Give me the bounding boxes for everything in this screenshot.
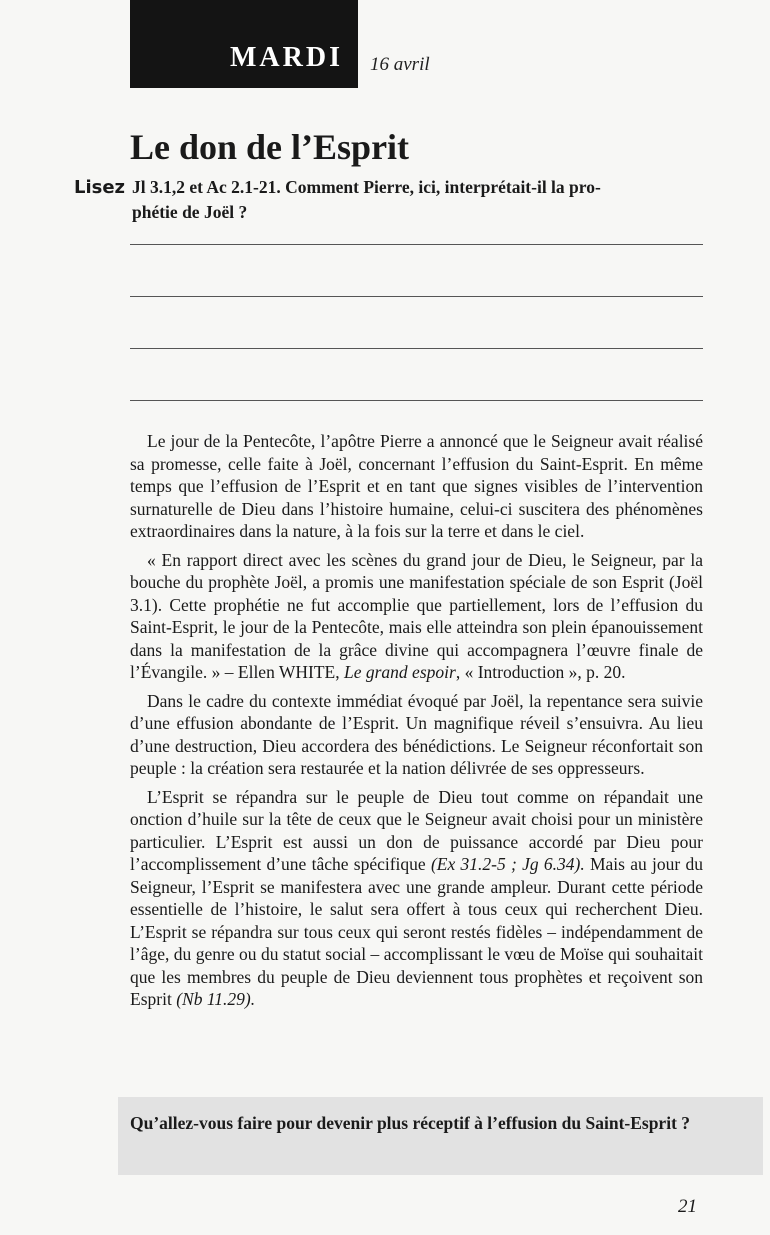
scripture-reference-2: (Nb 11.29).: [176, 989, 256, 1009]
day-date: 16 avril: [370, 54, 430, 75]
paragraph-2: [130, 549, 703, 684]
paragraph-4: [130, 786, 703, 1011]
reading-question-line2: phétie de Joël ?: [132, 202, 248, 222]
quote-text: « En rapport direct avec les scènes du grand jour de Dieu, le Seigneur, par la bouche du prophète Joël, a promis une manifestation spéciale de son Esprit (Joël 3.1). Cette prophétie ne fut accomplie que partiellement, lors de l’effusion du Saint-Esprit, le jour de la Pentecôte, mais elle atteindra son plein épanouissement dans la manifestation de la grâce divine qui accompagnera l’œuvre finale de l’Évangile. » – Ellen WHITE,: [130, 549, 703, 682]
reading-label: Lisez: [74, 177, 126, 198]
reading-prompt: [74, 175, 704, 224]
reflection-question: Qu’allez-vous faire pour devenir plus réceptif à l’effusion du Saint-Esprit ?: [130, 1113, 691, 1133]
paragraph-4-part-a: L’Esprit se répandra sur le peuple de Dieu tout comme on répandait une onction d’huile sur la tête de ceux que le Seigneur avait choisi pour un ministère particulier. L’Esprit est aussi un don de puissance accordé par Dieu pour l’accomplissement d’une tâche spécifique: [130, 786, 703, 874]
answer-line-4[interactable]: [130, 400, 703, 401]
lesson-title: Le don de l’Esprit: [130, 127, 410, 167]
lesson-body: [130, 430, 703, 1017]
answer-line-2[interactable]: [130, 296, 703, 297]
page-number: 21: [678, 1196, 697, 1217]
day-name: MARDI: [230, 42, 343, 73]
paragraph-4-part-b: Mais au jour du Seigneur, l’Esprit se manifestera avec une grande ampleur. Durant cette période essentielle de l’histoire, le salut sera offert à tous ceux qui recherchent Dieu. L’Esprit se répandra sur tous ceux qui seront restés fidèles – indépendamment de l’âge, du genre ou du statut social – accomplissant le vœu de Moïse qui souhaitait que les membres du peuple de Dieu deviennent tous prophètes et reçoivent son Esprit: [130, 854, 703, 1009]
book-title: Le grand espoir: [344, 662, 456, 682]
scripture-reference-1: (Ex 31.2-5 ; Jg 6.34).: [430, 854, 585, 874]
reading-question-line1: Jl 3.1,2 et Ac 2.1-21. Comment Pierre, ici, interprétait-il la pro-: [132, 177, 601, 197]
answer-line-1[interactable]: [130, 244, 703, 245]
answer-line-3[interactable]: [130, 348, 703, 349]
paragraph-3: Dans le cadre du contexte immédiat évoqué par Joël, la repentance sera suivie d’une effusion abondante de l’Esprit. Un magnifique réveil s’ensuivra. Au lieu d’une destruction, Dieu accordera des bénédictions. Le Seigneur réconfortait son peuple : la création sera restaurée et la nation délivrée de ses oppresseurs.: [130, 690, 703, 778]
paragraph-1: Le jour de la Pentecôte, l’apôtre Pierre a annoncé que le Seigneur avait réalisé sa promesse, celle faite à Joël, concernant l’effusion du Saint-Esprit. En même temps que l’effusion de l’Esprit et en tant que signes visibles de l’intervention surnaturelle de Dieu dans l’histoire humaine, celui-ci suscitera des phénomènes extraordinaires dans la nature, à la fois sur la terre et dans le ciel.: [130, 431, 703, 541]
quote-citation: , « Introduction », p. 20.: [455, 662, 626, 682]
reflection-box: [118, 1097, 763, 1175]
